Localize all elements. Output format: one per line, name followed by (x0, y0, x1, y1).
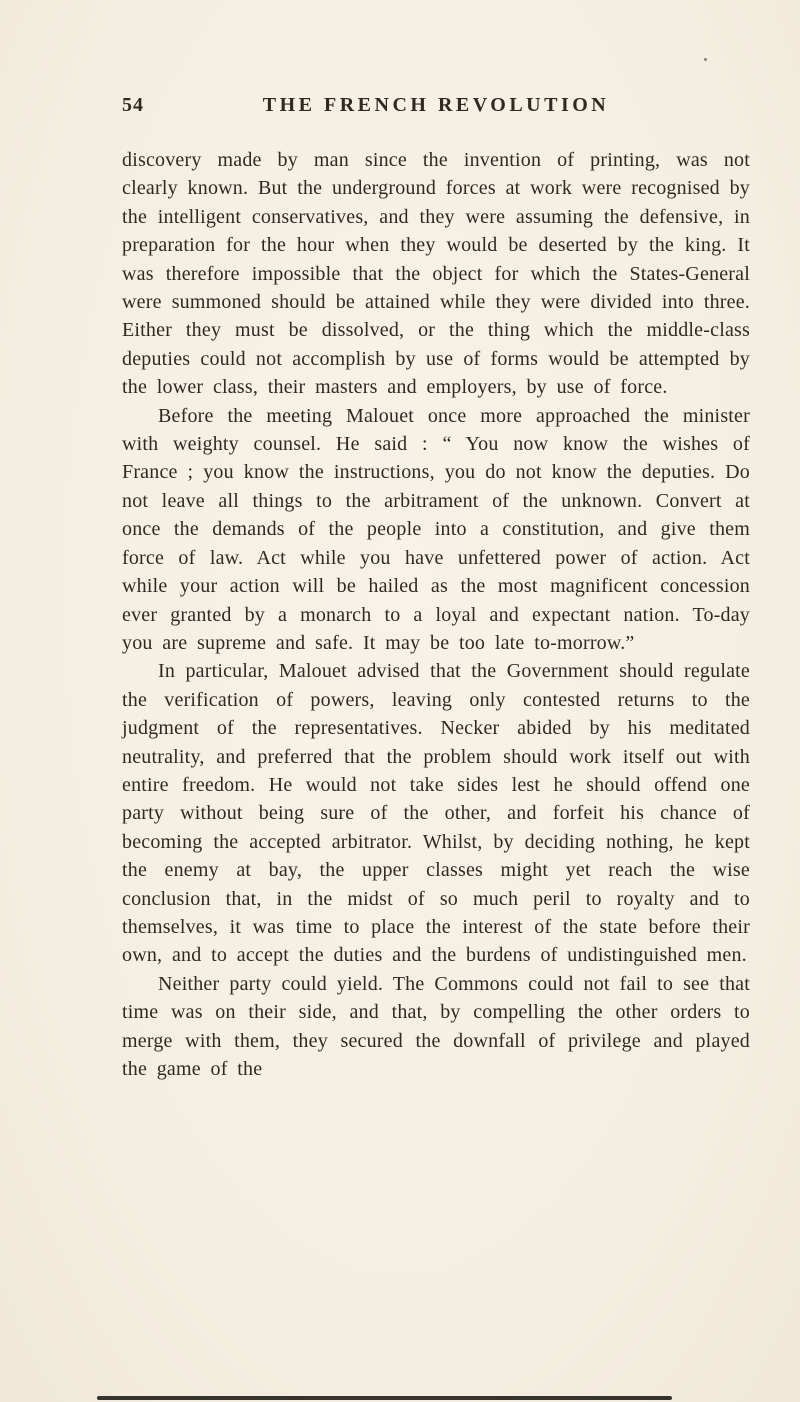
body-paragraph: Before the meeting Malouet once more approached the minister with weighty counsel. He said : “ You now know the wishes of France ; you know the instructions, you do not know the deputies. Do not leave all things to the arbitrament of the unknown. Convert at once the demands of the people into a constitution, and give them force of law. Act while you have unfettered power of action. Act while your action will be hailed as the most magnificent concession ever granted by a monarch to a loyal and expectant nation. To-day you are supreme and safe. It may be too late to-morrow.” (122, 404, 750, 654)
body-paragraph-continuation: discovery made by man since the invention of printing, was not clearly known. But the underground forces at work were recognised by the intelligent conservatives, and they were assuming the defensive, in preparation for the hour when they would be deserted by the king. It was therefore impossible that the object for which the States-General were summoned should be attained while they were divided into three. Either they must be dissolved, or the thing which the middle-class deputies could not accomplish by use of forms would be attempted by the lower class, their masters and employers, by use of force. (122, 149, 750, 399)
scan-speck-artifact (704, 58, 707, 61)
scan-edge-artifact (97, 1396, 672, 1400)
body-paragraph: Neither party could yield. The Commons could not fail to see that time was on their side, and that, by compelling the other orders to merge with them, they secured the downfall of privilege and played the game of the (122, 972, 750, 1080)
body-text-block (122, 146, 750, 1083)
running-header-title: THE FRENCH REVOLUTION (262, 94, 610, 116)
running-header (122, 94, 750, 124)
page-number: 54 (122, 94, 144, 116)
page-content (122, 94, 750, 1083)
body-paragraph: In particular, Malouet advised that the Government should regulate the verification of powers, leaving only contested returns to the judgment of the representatives. Necker abided by his meditated neutrality, and preferred that the problem should work itself out with entire freedom. He would not take sides lest he should offend one party without being sure of the other, and forfeit his chance of becoming the accepted arbitrator. Whilst, by deciding nothing, he kept the enemy at bay, the upper classes might yet reach the wise conclusion that, in the midst of so much peril to royalty and to themselves, it was time to place the interest of the state before their own, and to accept the duties and the burdens of undistinguished men. (122, 660, 750, 967)
